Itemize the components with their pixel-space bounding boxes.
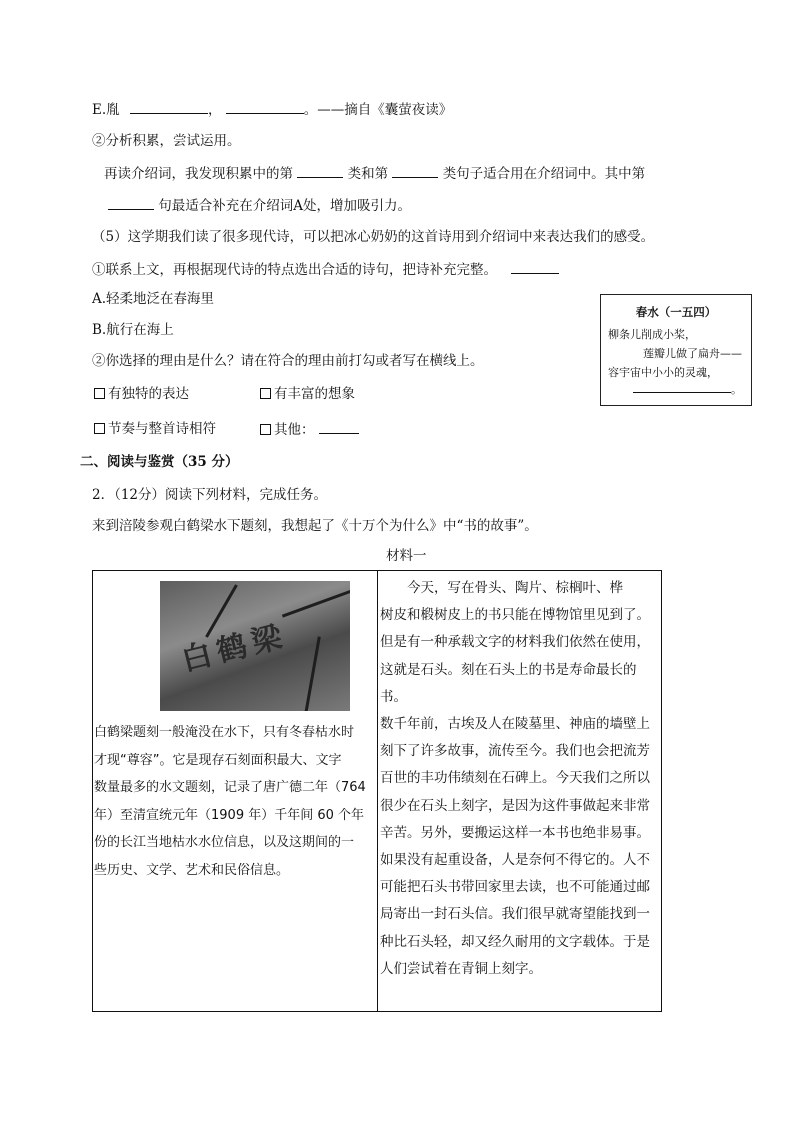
q5-intro: （5）这学期我们读了很多现代诗，可以把冰心奶奶的这首诗用到介绍词中来表达我们的感受。 bbox=[92, 229, 655, 245]
material-right-text: 今天，写在骨头、陶片、棕榈叶、桦 树皮和椴树皮上的书只能在博物馆里见到了。 但是有一种承载文字的材料我们依然在使用， 这就是石头。刻在石头上的书是寿命最长的书。 数千年前，古埃及人在陵墓里、神庙的墙壁上 刻下了许多故事，流传至今。我们也会把流芳 百世的丰功伟绩刻在石碑上。今天我们之所以 很少在石头上刻字，是因为这件事做起来非常 辛苦。另外，要搬运这样一本书也绝非易事。 如果没有起重设备，人是奈何不得它的。人不 可能把石头书带回家里去读，也不可能通过邮 局寄出一封石头信。我们很早就寄望能找到一 种比石头轻，却又经久耐用的文字载体。于是 人们尝试着在青铜上刻字。 bbox=[380, 580, 650, 977]
reason-1[interactable]: 有独特的表达 bbox=[94, 384, 189, 404]
poem-line-1: 柳条儿削成小桨， bbox=[608, 328, 696, 341]
checkbox[interactable] bbox=[260, 424, 271, 435]
option-a: A.轻柔地泛在春海里 bbox=[92, 291, 215, 307]
reread-line-2: 句最适合补充在介绍词A处，增加吸引力。 bbox=[108, 195, 411, 216]
answer-blank[interactable] bbox=[511, 259, 559, 274]
inscription-characters: 白鹤梁 bbox=[178, 618, 292, 679]
checkbox[interactable] bbox=[94, 388, 105, 399]
material-left-cell bbox=[93, 571, 378, 1012]
answer-blank[interactable] bbox=[392, 163, 438, 178]
reason-2[interactable]: 有丰富的想象 bbox=[260, 384, 355, 404]
sub2-title: ②分析积累，尝试运用。 bbox=[92, 133, 241, 149]
q2-title: 2．（12分）阅读下列材料，完成任务。 bbox=[92, 487, 328, 503]
answer-blank[interactable] bbox=[633, 382, 731, 393]
poem-line-2: 莲瓣儿做了扁舟—— bbox=[643, 347, 742, 360]
stone-inscription-photo bbox=[160, 581, 350, 711]
poem-line-3: 容宇宙中小小的灵魂， bbox=[608, 366, 718, 379]
reason-4[interactable]: 其他： bbox=[260, 419, 359, 440]
checkbox[interactable] bbox=[260, 388, 271, 399]
answer-blank[interactable] bbox=[297, 163, 343, 178]
reason-3[interactable]: 节奏与整首诗相符 bbox=[94, 419, 216, 439]
option-b: B.航行在海上 bbox=[92, 322, 174, 338]
answer-blank[interactable] bbox=[226, 99, 304, 114]
answer-blank[interactable] bbox=[108, 195, 154, 210]
material-left-text: 白鹤梁题刻一般淹没在水下，只有冬春枯水时 才现“尊容”。它是现存石刻面积最大、文字 数量最多的水文题刻，记录了唐广德二年（764 年）至清宣统元年（1909 年）千年间 60 个年 份的长江当地枯水水位信息，以及这期间的一 些历史、文学、艺术和民俗信息。 bbox=[94, 725, 366, 878]
poem-line-4: 。 bbox=[633, 381, 742, 397]
q2-intro: 来到涪陵参观白鹤梁水下题刻，我想起了《十万个为什么》中“书的故事”。 bbox=[92, 518, 538, 534]
material-table bbox=[92, 570, 662, 1012]
q5-sub2: ②你选择的理由是什么？请在符合的理由前打勾或者写在横线上。 bbox=[92, 353, 484, 369]
reread-line-1: 再读介绍词，我发现积累中的第 类和第 类句子适合用在介绍词中。其中第 bbox=[104, 163, 645, 184]
answer-blank[interactable] bbox=[319, 419, 359, 434]
checkbox[interactable] bbox=[94, 423, 105, 434]
poem-title: 春水（一五四） bbox=[635, 305, 717, 319]
q5-sub1: ①联系上文，再根据现代诗的特点选出合适的诗句，把诗补充完整。 bbox=[92, 259, 559, 280]
material-right-cell bbox=[378, 571, 662, 1012]
section-heading: 二、阅读与鉴赏（35 分） bbox=[80, 454, 239, 470]
answer-blank[interactable] bbox=[130, 99, 208, 114]
poem-box bbox=[600, 294, 752, 406]
line-e: E.胤 ， 。——摘自《囊萤夜读》 bbox=[92, 99, 452, 120]
material-title: 材料一 bbox=[386, 548, 427, 564]
